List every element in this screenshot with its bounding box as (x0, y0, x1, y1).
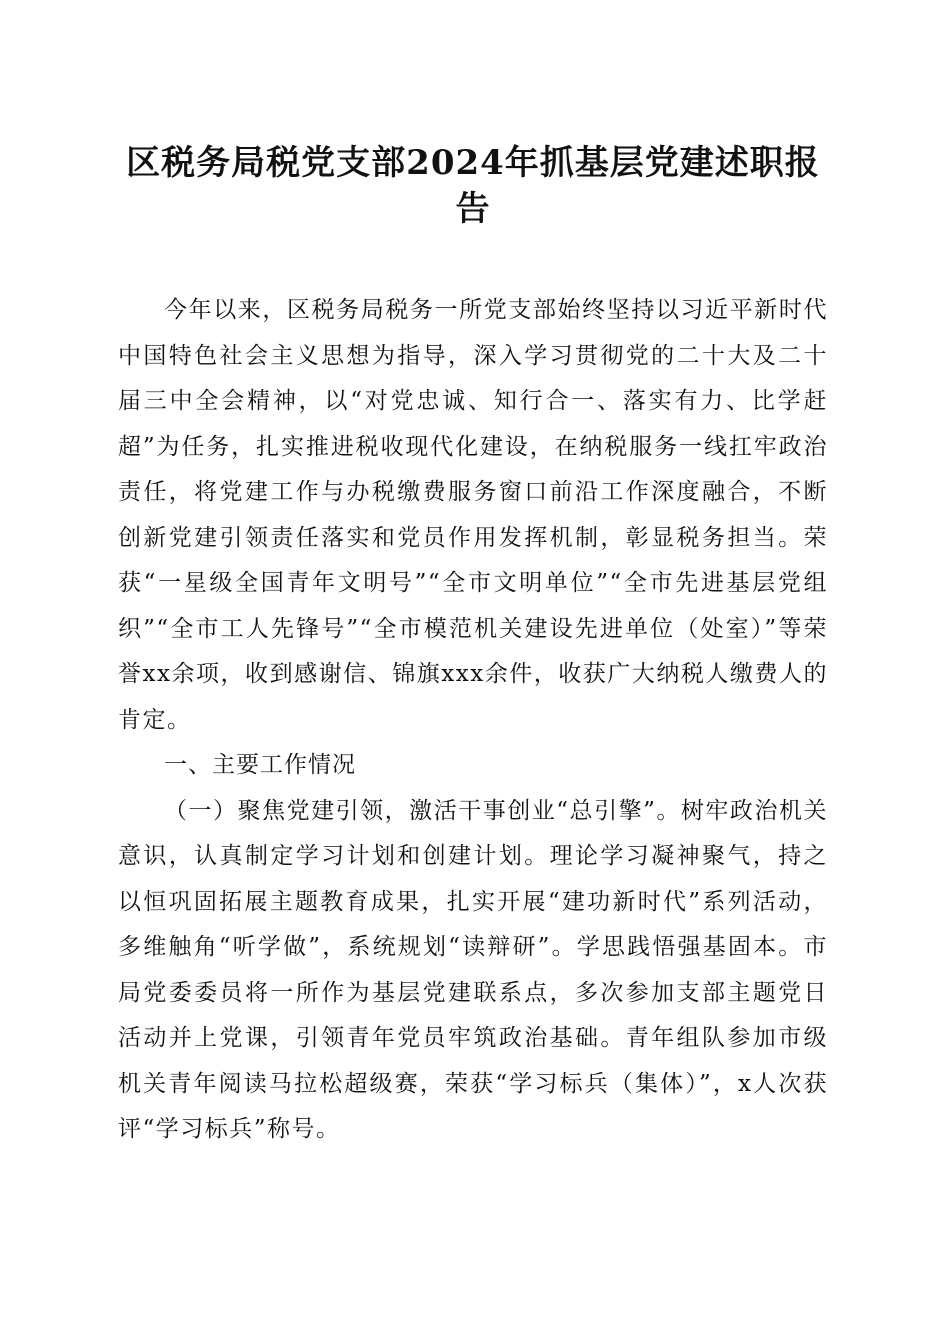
intro-paragraph: 今年以来，区税务局税务一所党支部始终坚持以习近平新时代中国特色社会主义思想为指导，深入学习贯彻党的二十大及二十届三中全会精神，以“对党忠诚、知行合一、落实有力、比学赶超”为任务，扎实推进税收现代化建设，在纳税服务一线扛牢政治责任，将党建工作与办税缴费服务窗口前沿工作深度融合，不断创新党建引领责任落实和党员作用发挥机制，彰显税务担当。荣获“一星级全国青年文明号”“全市文明单位”“全市先进基层党组织”“全市工人先锋号”“全市模范机关建设先进单位（处室）”等荣誉xx余项，收到感谢信、锦旗xxx余件，收获广大纳税人缴费人的肯定。 (118, 297, 828, 733)
section-paragraph: （一）聚焦党建引领，激活干事创业“总引擎”。树牢政治机关意识，认真制定学习计划和创建计划。理论学习凝神聚气，持之以恒巩固拓展主题教育成果，扎实开展“建功新时代”系列活动，多维触角“听学做”，系统规划“读辩研”。学思践悟强基固本。市局党委委员将一所作为基层党建联系点，多次参加支部主题党日活动并上党课，引领青年党员牢筑政治基础。青年组队参加市级机关青年阅读马拉松超级赛，荣获“学习标兵（集体）”，x人次获评“学习标兵”称号。 (118, 797, 828, 1142)
section-heading: 一、主要工作情况 (164, 752, 356, 778)
document-body (118, 288, 828, 1153)
document-title: 区税务局税党支部2024年抓基层党建述职报告 (126, 143, 820, 229)
